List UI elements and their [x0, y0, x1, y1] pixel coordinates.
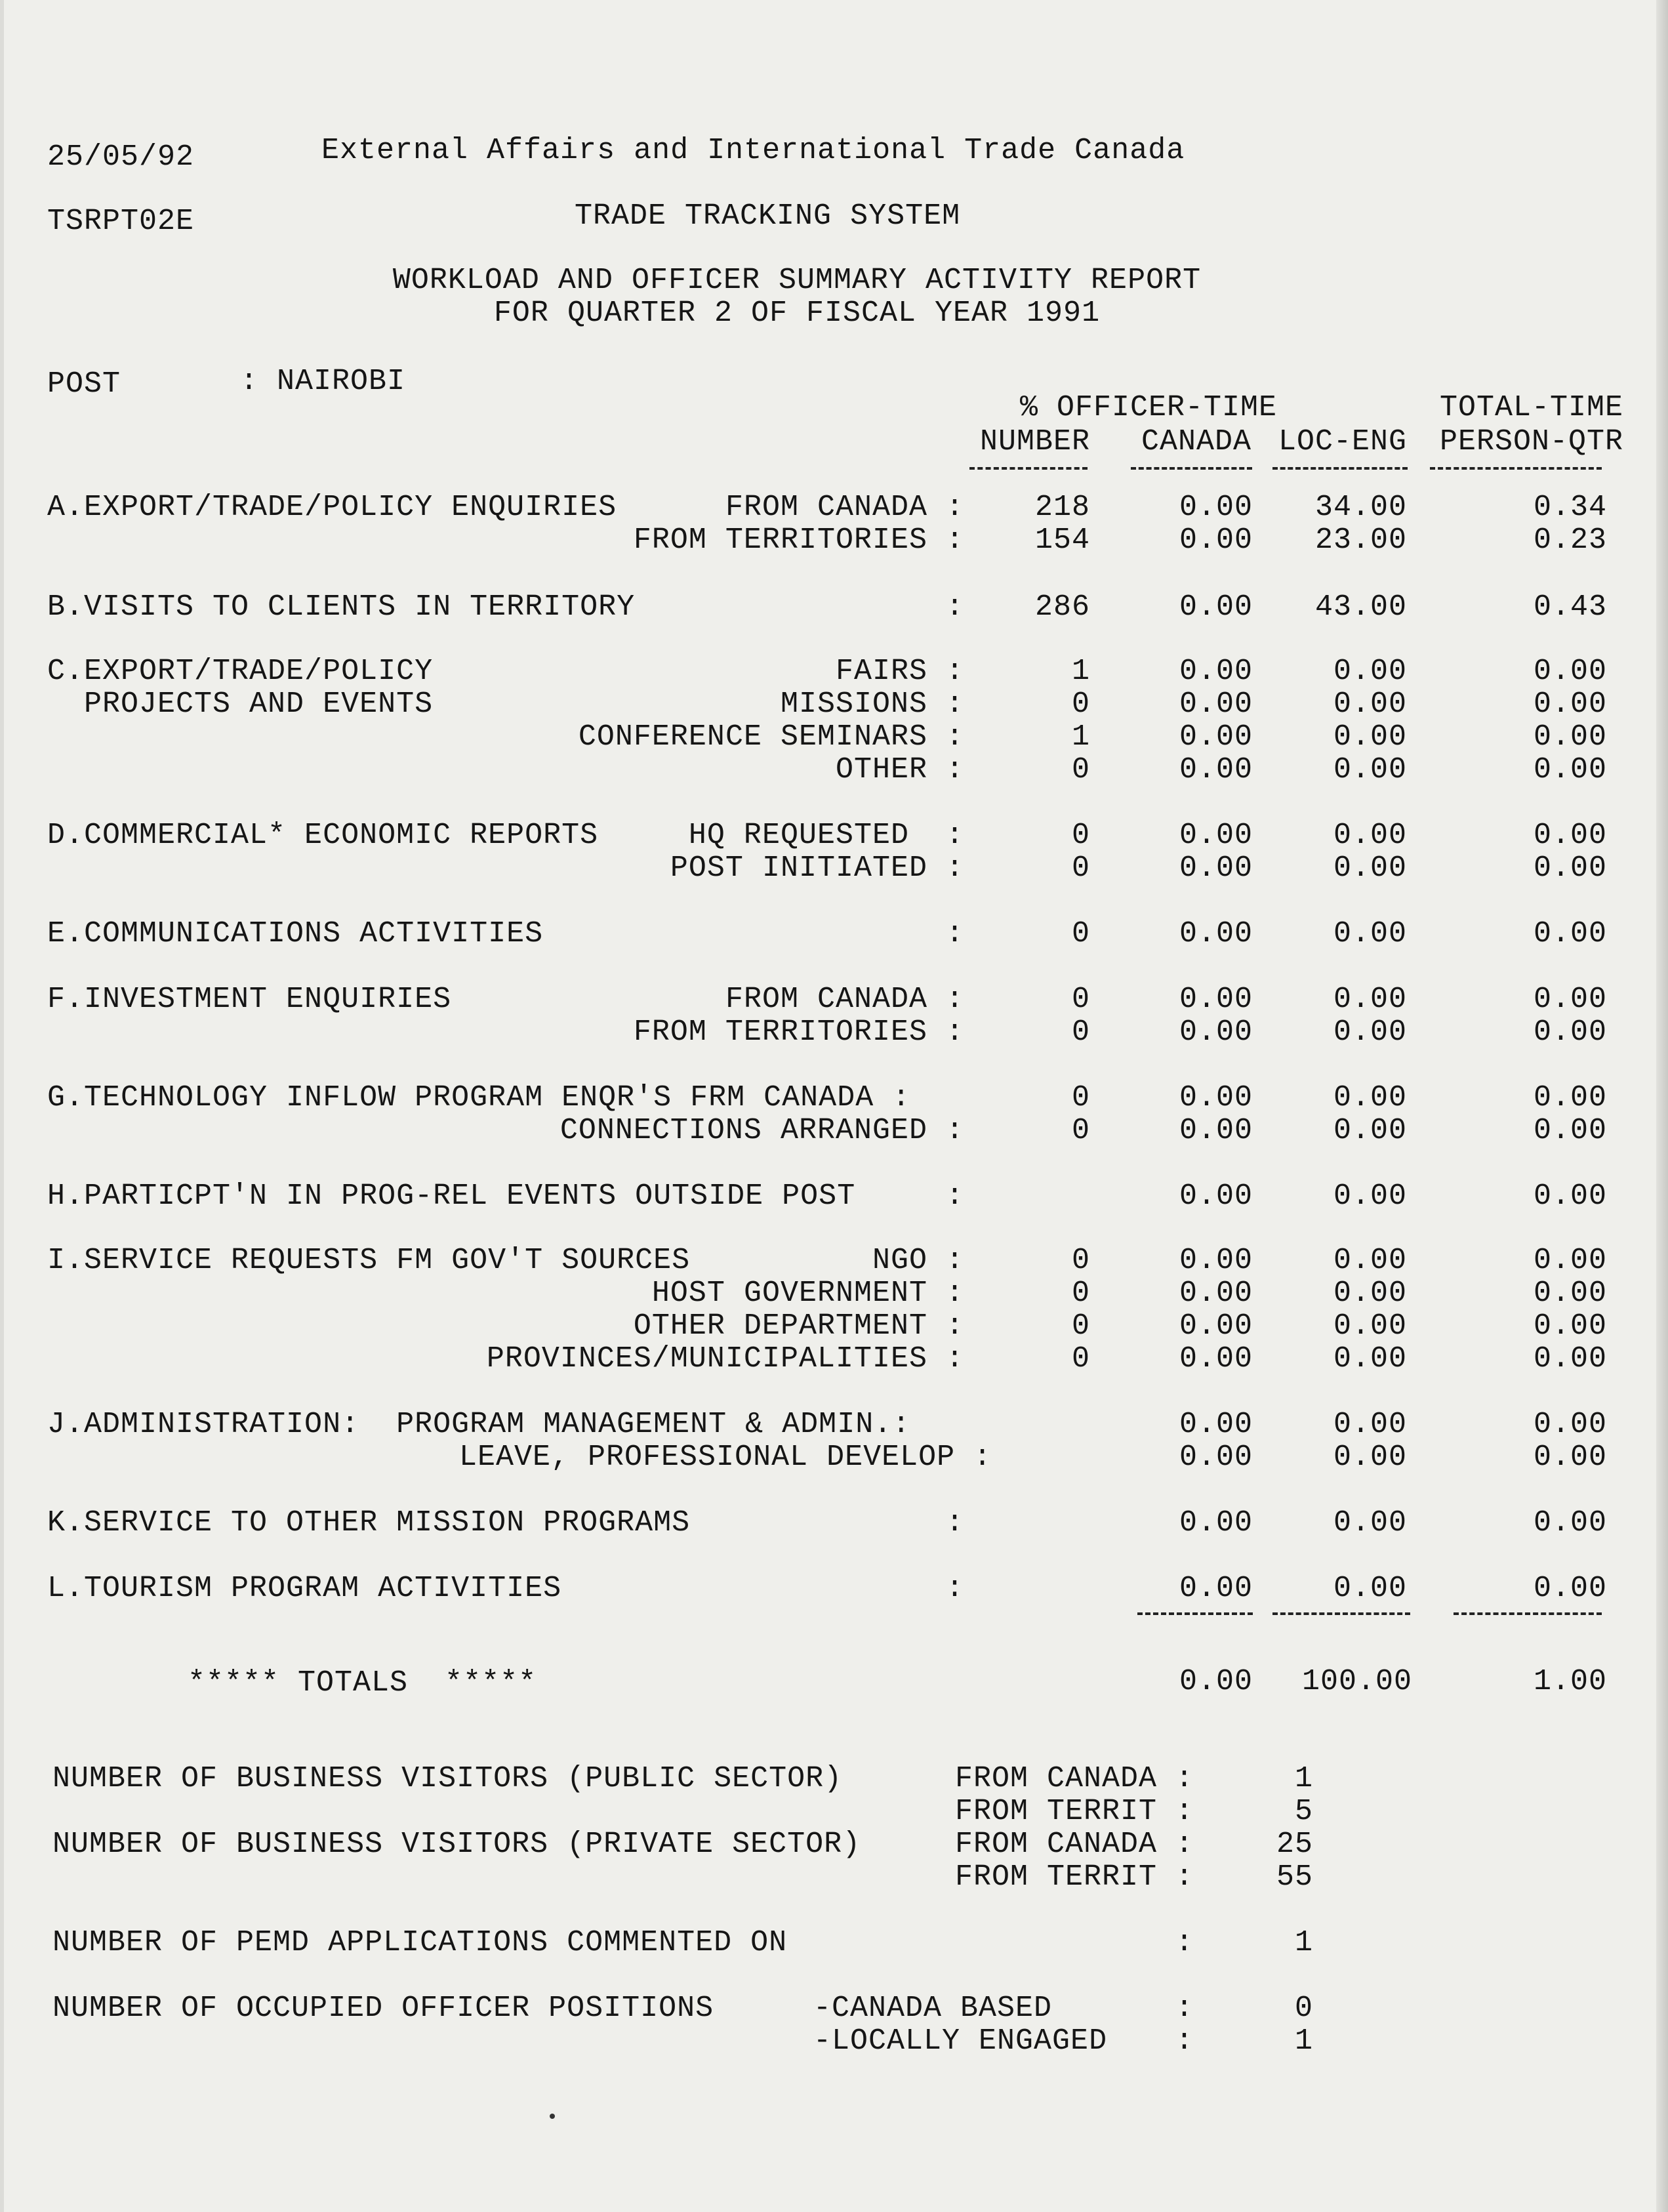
row-number: 0 [1071, 1342, 1090, 1376]
row-sublabel: HQ REQUESTED : [688, 819, 964, 852]
row-person-qtr: 0.00 [1533, 753, 1607, 787]
row-person-qtr: 0.00 [1533, 1441, 1607, 1474]
row-loc-eng-pct: 0.00 [1333, 851, 1407, 885]
row-person-qtr: 0.00 [1533, 1081, 1607, 1115]
row-loc-eng-pct: 0.00 [1333, 753, 1407, 787]
row-person-qtr: 0.00 [1533, 1342, 1607, 1376]
visitor-origin: FROM CANADA : [954, 1762, 1194, 1795]
row-person-qtr: 0.00 [1533, 1408, 1607, 1441]
report-date: 25/05/92 [47, 140, 195, 174]
ink-speck [550, 2114, 555, 2119]
row-loc-eng-pct: 0.00 [1333, 1408, 1407, 1441]
pemd-label: NUMBER OF PEMD APPLICATIONS COMMENTED ON [52, 1926, 788, 1959]
row-person-qtr: 0.00 [1533, 1277, 1607, 1310]
positions-type: -CANADA BASED [813, 1992, 1053, 2025]
row-loc-eng-pct: 0.00 [1333, 687, 1407, 721]
row-canada-pct: 0.00 [1179, 720, 1253, 754]
pemd-value: 1 [1294, 1926, 1313, 1959]
visitor-label: NUMBER OF BUSINESS VISITORS (PRIVATE SECTOR) [52, 1828, 861, 1861]
row-loc-eng-pct: 0.00 [1333, 1309, 1407, 1343]
row-label: C.EXPORT/TRADE/POLICY [47, 655, 434, 688]
page-right-edge [1656, 0, 1668, 2212]
pemd-colon: : [1175, 1926, 1194, 1959]
row-person-qtr: 0.00 [1533, 655, 1607, 688]
visitor-count: 55 [1276, 1860, 1313, 1894]
row-sublabel: CONNECTIONS ARRANGED : [559, 1114, 964, 1147]
row-sublabel: FROM CANADA : [725, 983, 964, 1016]
visitor-count: 5 [1294, 1795, 1313, 1828]
row-number: 0 [1071, 1277, 1090, 1310]
row-canada-pct: 0.00 [1179, 819, 1253, 852]
page-left-edge [0, 0, 4, 2212]
header-number: NUMBER [979, 425, 1090, 459]
row-loc-eng-pct: 0.00 [1333, 1081, 1407, 1115]
post-value: : NAIROBI [240, 365, 406, 398]
row-loc-eng-pct: 0.00 [1333, 1244, 1407, 1277]
row-canada-pct: 0.00 [1179, 1506, 1253, 1540]
row-number: 218 [1034, 491, 1090, 524]
row-sublabel: NGO : [872, 1244, 964, 1277]
row-canada-pct: 0.00 [1179, 753, 1253, 787]
row-sublabel: MISSIONS : [780, 687, 964, 721]
row-loc-eng-pct: 23.00 [1314, 523, 1407, 557]
row-canada-pct: 0.00 [1179, 1408, 1253, 1441]
row-loc-eng-pct: 0.00 [1333, 1179, 1407, 1213]
row-person-qtr: 0.23 [1533, 523, 1607, 557]
row-number: 0 [1071, 1015, 1090, 1049]
row-label: B.VISITS TO CLIENTS IN TERRITORY [47, 590, 636, 624]
row-sublabel: FAIRS : [835, 655, 964, 688]
totals-person-qtr: 1.00 [1533, 1665, 1607, 1698]
row-loc-eng-pct: 0.00 [1333, 1114, 1407, 1147]
row-canada-pct: 0.00 [1179, 917, 1253, 951]
row-label: G.TECHNOLOGY INFLOW PROGRAM ENQR'S FRM CANADA : [47, 1081, 911, 1115]
row-canada-pct: 0.00 [1179, 983, 1253, 1016]
row-canada-pct: 0.00 [1179, 1244, 1253, 1277]
row-canada-pct: 0.00 [1179, 1572, 1253, 1605]
row-canada-pct: 0.00 [1179, 1114, 1253, 1147]
row-sublabel: PROVINCES/MUNICIPALITIES : [486, 1342, 964, 1376]
row-loc-eng-pct: 43.00 [1314, 590, 1407, 624]
totals-label: ***** TOTALS ***** [188, 1666, 537, 1700]
row-loc-eng-pct: 0.00 [1333, 720, 1407, 754]
row-canada-pct: 0.00 [1179, 1081, 1253, 1115]
row-loc-eng-pct: 0.00 [1333, 1277, 1407, 1310]
row-person-qtr: 0.00 [1533, 1114, 1607, 1147]
row-number: 154 [1034, 523, 1090, 557]
row-number: 0 [1071, 983, 1090, 1016]
row-label: I.SERVICE REQUESTS FM GOV'T SOURCES [47, 1244, 691, 1277]
row-canada-pct: 0.00 [1179, 1015, 1253, 1049]
row-person-qtr: 0.00 [1533, 1572, 1607, 1605]
row-loc-eng-pct: 0.00 [1333, 655, 1407, 688]
row-person-qtr: 0.00 [1533, 1179, 1607, 1213]
row-canada-pct: 0.00 [1179, 687, 1253, 721]
visitor-origin: FROM TERRIT : [954, 1795, 1194, 1828]
row-label: PROJECTS AND EVENTS [47, 687, 434, 721]
totals-loc-eng: 100.00 [1301, 1665, 1412, 1698]
visitor-label: NUMBER OF BUSINESS VISITORS (PUBLIC SECTOR) [52, 1762, 843, 1795]
positions-label: NUMBER OF OCCUPIED OFFICER POSITIONS [52, 1992, 714, 2025]
row-person-qtr: 0.00 [1533, 851, 1607, 885]
row-sublabel: OTHER : [835, 753, 964, 787]
row-label: K.SERVICE TO OTHER MISSION PROGRAMS [47, 1506, 691, 1540]
row-loc-eng-pct: 0.00 [1333, 1342, 1407, 1376]
report-title-line1: WORKLOAD AND OFFICER SUMMARY ACTIVITY REPORT [392, 264, 1202, 297]
positions-colon: : [1175, 2024, 1194, 2058]
rule-person-qtr [1430, 467, 1602, 470]
header-total-time: TOTAL-TIME [1439, 391, 1623, 424]
row-canada-pct: 0.00 [1179, 1277, 1253, 1310]
row-sublabel: HOST GOVERNMENT : [651, 1277, 964, 1310]
row-person-qtr: 0.00 [1533, 720, 1607, 754]
visitor-origin: FROM CANADA : [954, 1828, 1194, 1861]
row-loc-eng-pct: 0.00 [1333, 819, 1407, 852]
row-person-qtr: 0.00 [1533, 1506, 1607, 1540]
row-sublabel: FROM TERRITORIES : [633, 1015, 964, 1049]
row-label: H.PARTICPT'N IN PROG-REL EVENTS OUTSIDE POST [47, 1179, 856, 1213]
row-person-qtr: 0.00 [1533, 1015, 1607, 1049]
row-number: 0 [1071, 917, 1090, 951]
row-canada-pct: 0.00 [1179, 1441, 1253, 1474]
row-number: 286 [1034, 590, 1090, 624]
row-person-qtr: 0.34 [1533, 491, 1607, 524]
visitor-count: 1 [1294, 1762, 1313, 1795]
row-number: 0 [1071, 819, 1090, 852]
positions-type: -LOCALLY ENGAGED [813, 2024, 1108, 2058]
row-sublabel: FROM CANADA : [725, 491, 964, 524]
row-loc-eng-pct: 0.00 [1333, 917, 1407, 951]
row-person-qtr: 0.00 [1533, 687, 1607, 721]
row-number: 0 [1071, 851, 1090, 885]
row-canada-pct: 0.00 [1179, 1309, 1253, 1343]
rule-canada [1131, 467, 1252, 470]
rule-loc-eng [1272, 467, 1408, 470]
report-code: TSRPT02E [47, 205, 195, 238]
row-person-qtr: 0.00 [1533, 1309, 1607, 1343]
row-number: 0 [1071, 1309, 1090, 1343]
total-rule-canada [1137, 1612, 1253, 1615]
visitor-origin: FROM TERRIT : [954, 1860, 1194, 1894]
row-sublabel: OTHER DEPARTMENT : [633, 1309, 964, 1343]
rule-number [969, 467, 1088, 470]
row-canada-pct: 0.00 [1179, 590, 1253, 624]
row-sublabel: POST INITIATED : [670, 851, 964, 885]
total-rule-person-qtr [1454, 1612, 1602, 1615]
row-sublabel: LEAVE, PROFESSIONAL DEVELOP : [459, 1441, 992, 1474]
row-canada-pct: 0.00 [1179, 851, 1253, 885]
row-label: J.ADMINISTRATION: PROGRAM MANAGEMENT & ADMIN.: [47, 1408, 911, 1441]
row-label: E.COMMUNICATIONS ACTIVITIES [47, 917, 544, 951]
row-loc-eng-pct: 0.00 [1333, 1572, 1407, 1605]
row-loc-eng-pct: 0.00 [1333, 1441, 1407, 1474]
header-canada: CANADA [1141, 425, 1251, 459]
row-loc-eng-pct: 0.00 [1333, 983, 1407, 1016]
total-rule-loc-eng [1272, 1612, 1410, 1615]
row-label: L.TOURISM PROGRAM ACTIVITIES [47, 1572, 562, 1605]
row-sublabel: : [945, 590, 964, 624]
header-person-qtr: PERSON-QTR [1439, 425, 1623, 459]
positions-value: 0 [1294, 1992, 1313, 2025]
row-sublabel: : [945, 1179, 964, 1213]
positions-colon: : [1175, 1992, 1194, 2025]
row-sublabel: : [945, 1506, 964, 1540]
row-canada-pct: 0.00 [1179, 1179, 1253, 1213]
header-officer-time: % OFFICER-TIME [1020, 391, 1278, 424]
row-person-qtr: 0.00 [1533, 983, 1607, 1016]
totals-canada: 0.00 [1179, 1665, 1253, 1698]
row-number: 1 [1071, 655, 1090, 688]
system-name: TRADE TRACKING SYSTEM [575, 199, 961, 233]
row-number: 0 [1071, 753, 1090, 787]
row-person-qtr: 0.00 [1533, 819, 1607, 852]
row-canada-pct: 0.00 [1179, 1342, 1253, 1376]
row-canada-pct: 0.00 [1179, 491, 1253, 524]
row-number: 0 [1071, 1081, 1090, 1115]
visitor-count: 25 [1276, 1828, 1313, 1861]
report-title-line2: FOR QUARTER 2 OF FISCAL YEAR 1991 [493, 297, 1101, 330]
row-sublabel: CONFERENCE SEMINARS : [578, 720, 964, 754]
row-person-qtr: 0.00 [1533, 1244, 1607, 1277]
row-number: 0 [1071, 687, 1090, 721]
row-number: 1 [1071, 720, 1090, 754]
row-person-qtr: 0.00 [1533, 917, 1607, 951]
row-sublabel: FROM TERRITORIES : [633, 523, 964, 557]
row-label: A.EXPORT/TRADE/POLICY ENQUIRIES [47, 491, 617, 524]
row-loc-eng-pct: 0.00 [1333, 1506, 1407, 1540]
row-loc-eng-pct: 0.00 [1333, 1015, 1407, 1049]
row-sublabel: : [945, 917, 964, 951]
post-label: POST [47, 367, 121, 401]
row-canada-pct: 0.00 [1179, 523, 1253, 557]
row-label: F.INVESTMENT ENQUIRIES [47, 983, 452, 1016]
row-canada-pct: 0.00 [1179, 655, 1253, 688]
positions-value: 1 [1294, 2024, 1313, 2058]
header-loc-eng: LOC-ENG [1278, 425, 1407, 459]
row-label: D.COMMERCIAL* ECONOMIC REPORTS [47, 819, 599, 852]
row-number: 0 [1071, 1244, 1090, 1277]
row-sublabel: : [945, 1572, 964, 1605]
row-person-qtr: 0.43 [1533, 590, 1607, 624]
row-loc-eng-pct: 34.00 [1314, 491, 1407, 524]
department-name: External Affairs and International Trade Canada [321, 134, 1185, 167]
row-number: 0 [1071, 1114, 1090, 1147]
